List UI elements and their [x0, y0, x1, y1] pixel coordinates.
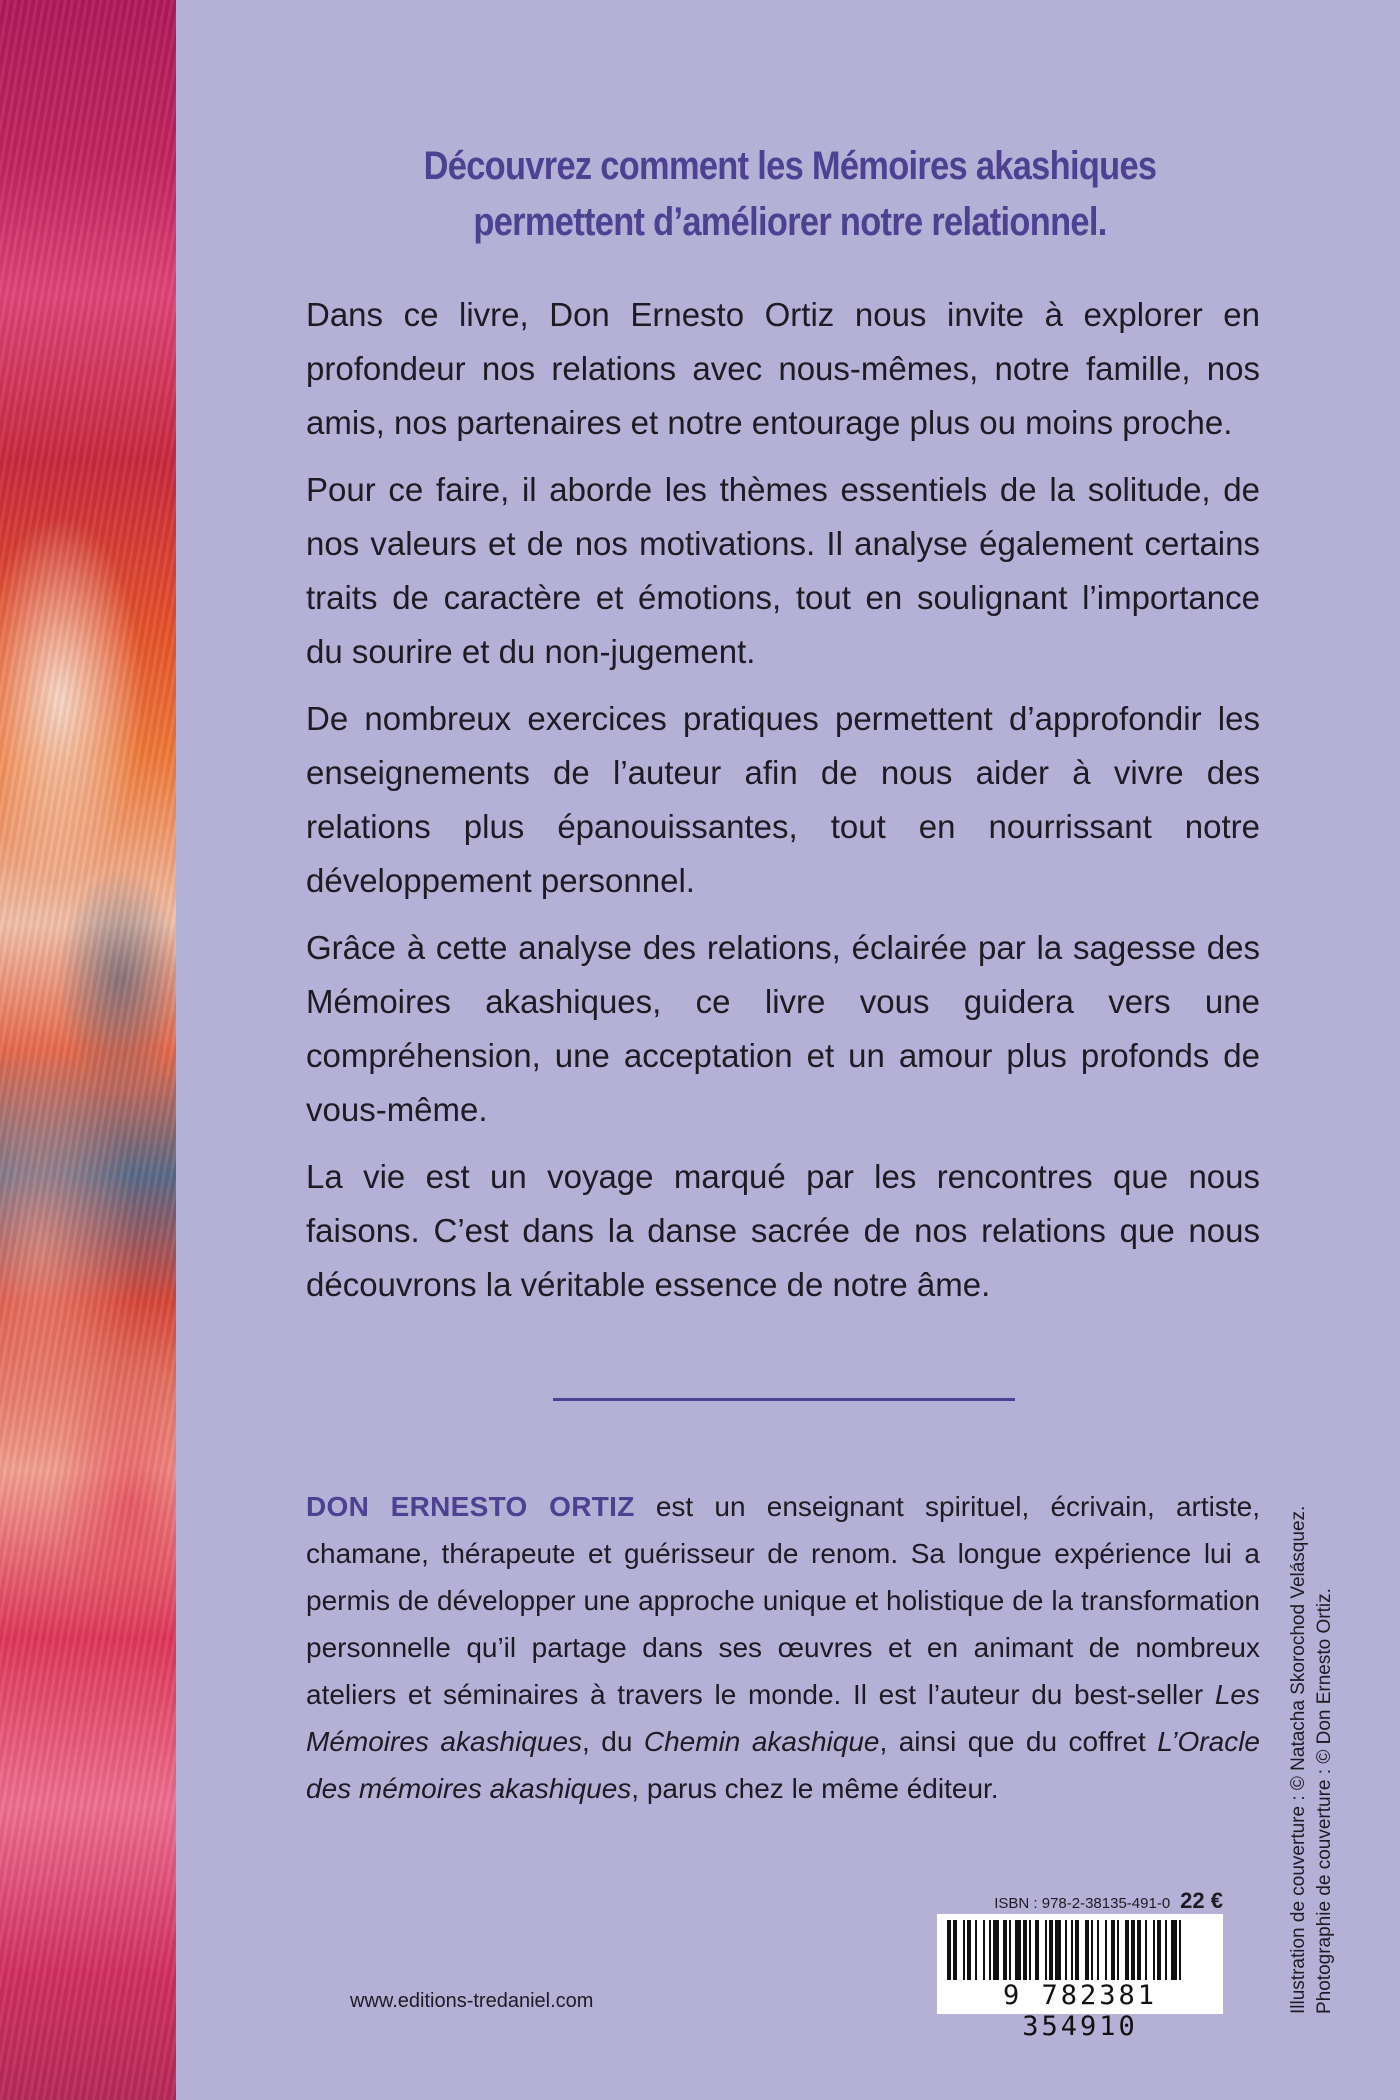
book-title: L’Oracle des mémoires akashiques: [306, 1726, 1260, 1804]
book-title: Chemin akashique: [643, 1726, 880, 1757]
barcode-bar: [967, 1920, 971, 1980]
bio-text: , ainsi que du coffret: [879, 1726, 1158, 1757]
description-paragraph: De nombreux exercices pratiques permettent d’approfondir les enseignements de l’auteur afin de nous aider à vivre des relations plus épanouissantes, tout en nourrissant notre développement personnel.: [306, 700, 1260, 899]
barcode-bar: [1097, 1920, 1099, 1980]
isbn-label: ISBN : 978-2-38135-491-0: [994, 1895, 1171, 1912]
isbn-price-row: [975, 1888, 1223, 1914]
description-paragraph: La vie est un voyage marqué par les rencontres que nous faisons. C’est dans la danse sacrée de nos relations que nous découvrons la véritable essence de notre âme.: [306, 1158, 1260, 1303]
author-bio-paragraph: [306, 1483, 1260, 1812]
credit-line: Illustration de couverture : © Natacha Skorochod Velásquez.: [1288, 1505, 1309, 2014]
bio-text: est un enseignant spirituel, écrivain, artiste, chamane, thérapeute et guérisseur de renom. Sa longue expérience lui a permis de développer une approche unique et holistique de la transformation personnelle qu’il partage dans ses œuvres et en animant de nombreux ateliers et séminaires à travers le monde. Il est l’auteur du best-seller: [306, 1491, 1260, 1710]
barcode-bar: [1085, 1920, 1089, 1980]
book-title: Les Mémoires akashiques: [306, 1679, 1260, 1757]
barcode-bar: [1055, 1920, 1061, 1980]
barcode-bar: [975, 1920, 977, 1980]
barcode-bar: [1071, 1920, 1073, 1980]
bio-text: , parus chez le même éditeur.: [631, 1773, 999, 1804]
barcode-bar: [1003, 1920, 1007, 1980]
barcode-bar: [1165, 1920, 1167, 1980]
barcode: [937, 1914, 1223, 2042]
barcode-bar: [1131, 1920, 1135, 1980]
barcode-bar: [1125, 1920, 1129, 1980]
bio-text: , du: [582, 1726, 644, 1757]
photo-credits: [1286, 1394, 1338, 2014]
barcode-bar: [1029, 1920, 1031, 1980]
barcode-bars: [947, 1920, 1213, 1980]
barcode-bar: [1009, 1920, 1011, 1980]
barcode-bar: [1105, 1920, 1107, 1980]
barcode-bar: [1117, 1920, 1119, 1980]
barcode-bar: [1035, 1920, 1039, 1980]
publisher-website: www.editions-tredaniel.com: [350, 1990, 594, 2012]
description-paragraph: Pour ce faire, il aborde les thèmes essentiels de la solitude, de nos valeurs et de nos motivations. Il analyse également certains traits de caractère et émotions, tout en soulignant l’importance du sourire et du non-jugement.: [306, 471, 1260, 670]
barcode-bar: [1049, 1920, 1053, 1980]
barcode-bar: [1015, 1920, 1021, 1980]
barcode-bar: [1075, 1920, 1079, 1980]
tagline-line-2: permettent d’améliorer notre relationnel.: [473, 200, 1107, 244]
barcode-digits: 9 782381 354910: [1002, 1980, 1158, 2042]
barcode-bar: [1157, 1920, 1161, 1980]
barcode-bar: [1171, 1920, 1177, 1980]
cover-art-strip: [0, 0, 176, 2100]
barcode-bar: [947, 1920, 951, 1980]
barcode-bar: [1145, 1920, 1147, 1980]
barcode-bar: [963, 1920, 965, 1980]
barcode-bar: [1045, 1920, 1047, 1980]
tagline-line-1: Découvrez comment les Mémoires akashiques: [423, 144, 1157, 188]
barcode-bar: [953, 1920, 957, 1980]
barcode-bar: [983, 1920, 985, 1980]
barcode-bar: [1023, 1920, 1027, 1980]
barcode-bar: [1065, 1920, 1067, 1980]
author-name: DON ERNESTO ORTIZ: [306, 1491, 635, 1522]
description-paragraph: Dans ce livre, Don Ernesto Ortiz nous invite à explorer en profondeur nos relations avec nous-mêmes, notre famille, nos amis, nos partenaires et notre entourage plus ou moins proche.: [306, 296, 1260, 441]
description-text: [306, 288, 1260, 1325]
barcode-bar: [1153, 1920, 1155, 1980]
credit-line: Photographie de couverture : © Don Ernesto Ortiz.: [1314, 1588, 1335, 2014]
section-divider: [553, 1398, 1015, 1401]
barcode-bar: [989, 1920, 991, 1980]
barcode-bar: [1091, 1920, 1093, 1980]
barcode-bar: [1111, 1920, 1115, 1980]
barcode-bar: [1179, 1920, 1181, 1980]
tagline: [369, 138, 1212, 250]
author-bio: [306, 1483, 1260, 1812]
description-paragraph: Grâce à cette analyse des relations, éclairée par la sagesse des Mémoires akashiques, ce livre vous guidera vers une compréhension, une acceptation et un amour plus profonds de vous-même.: [306, 929, 1260, 1128]
price-label: 22 €: [1180, 1888, 1223, 1913]
barcode-bar: [1137, 1920, 1141, 1980]
barcode-bar: [993, 1920, 999, 1980]
